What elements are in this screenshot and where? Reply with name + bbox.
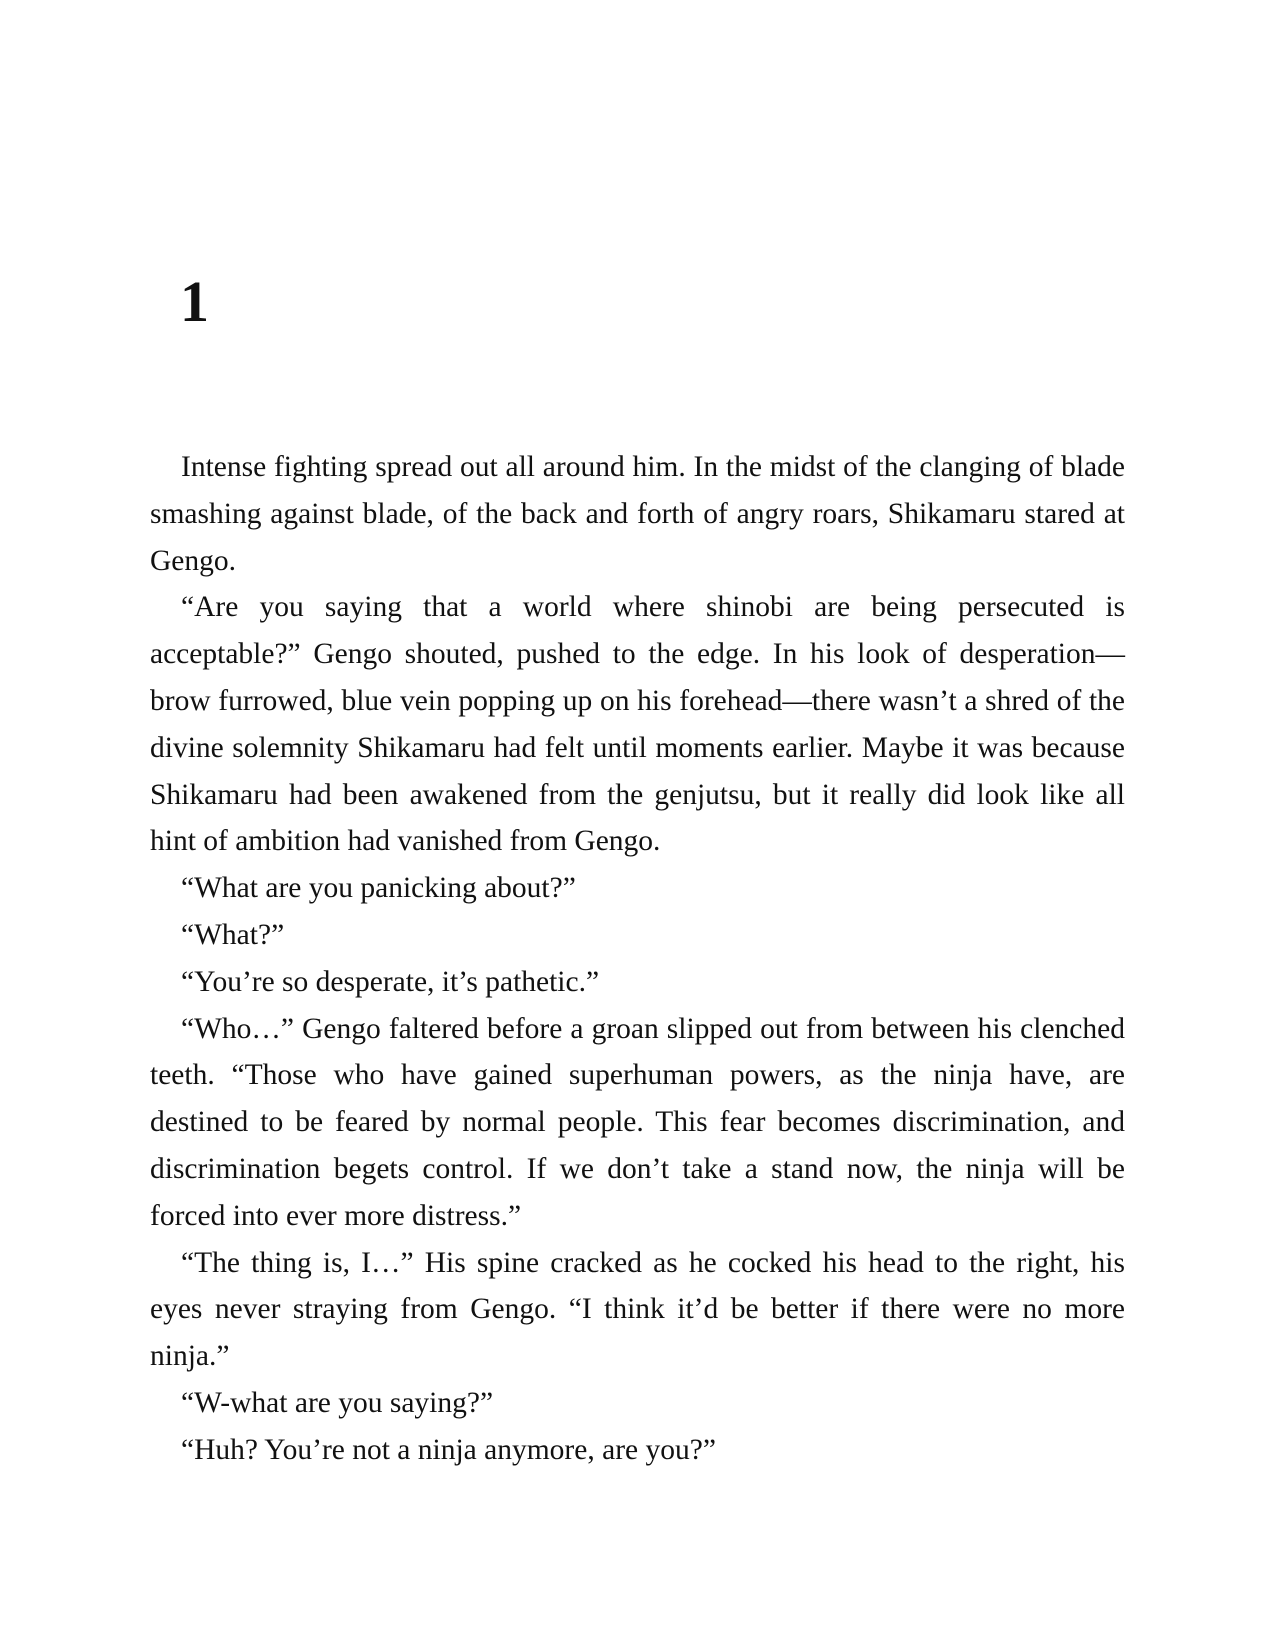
paragraph-8: “W-what are you saying?” <box>181 1386 494 1419</box>
paragraph-2: “Are you saying that a world where shinobi are being persecuted is acceptable?” Gengo shouted, pushed to the edge. In his look of desperation—brow furrowed, blue vein popping up on his forehead—there wasn’t a shred of the divine solemnity Shikamaru had felt until moments earlier. Maybe it was because Shikamaru had been awakened from the genjutsu, but it really did look like all hint of ambition had vanished from Gengo. <box>150 591 1125 858</box>
paragraph-5: “You’re so desperate, it’s pathetic.” <box>181 965 600 998</box>
paragraph-4: “What?” <box>181 918 285 951</box>
paragraph-1: Intense fighting spread out all around him. In the midst of the clanging of blade smashing against blade, of the back and forth of angry roars, Shikamaru stared at Gengo. <box>150 451 1125 577</box>
paragraph-7: “The thing is, I…” His spine cracked as he cocked his head to the right, his eyes never straying from Gengo. “I think it’d be better if there were no more ninja.” <box>150 1246 1125 1373</box>
paragraph-3: “What are you panicking about?” <box>181 872 576 905</box>
paragraph-6: “Who…” Gengo faltered before a groan slipped out from between his clenched teeth. “Those who have gained superhuman powers, as the ninja have, are destined to be feared by normal people. This fear becomes discrimination, and discrimination begets control. If we don’t take a stand now, the ninja will be forced into ever more distress.” <box>150 1012 1125 1232</box>
chapter-body <box>150 444 1125 1474</box>
chapter-number: 1 <box>180 269 209 334</box>
paragraph-9: “Huh? You’re not a ninja anymore, are you?” <box>181 1433 716 1466</box>
